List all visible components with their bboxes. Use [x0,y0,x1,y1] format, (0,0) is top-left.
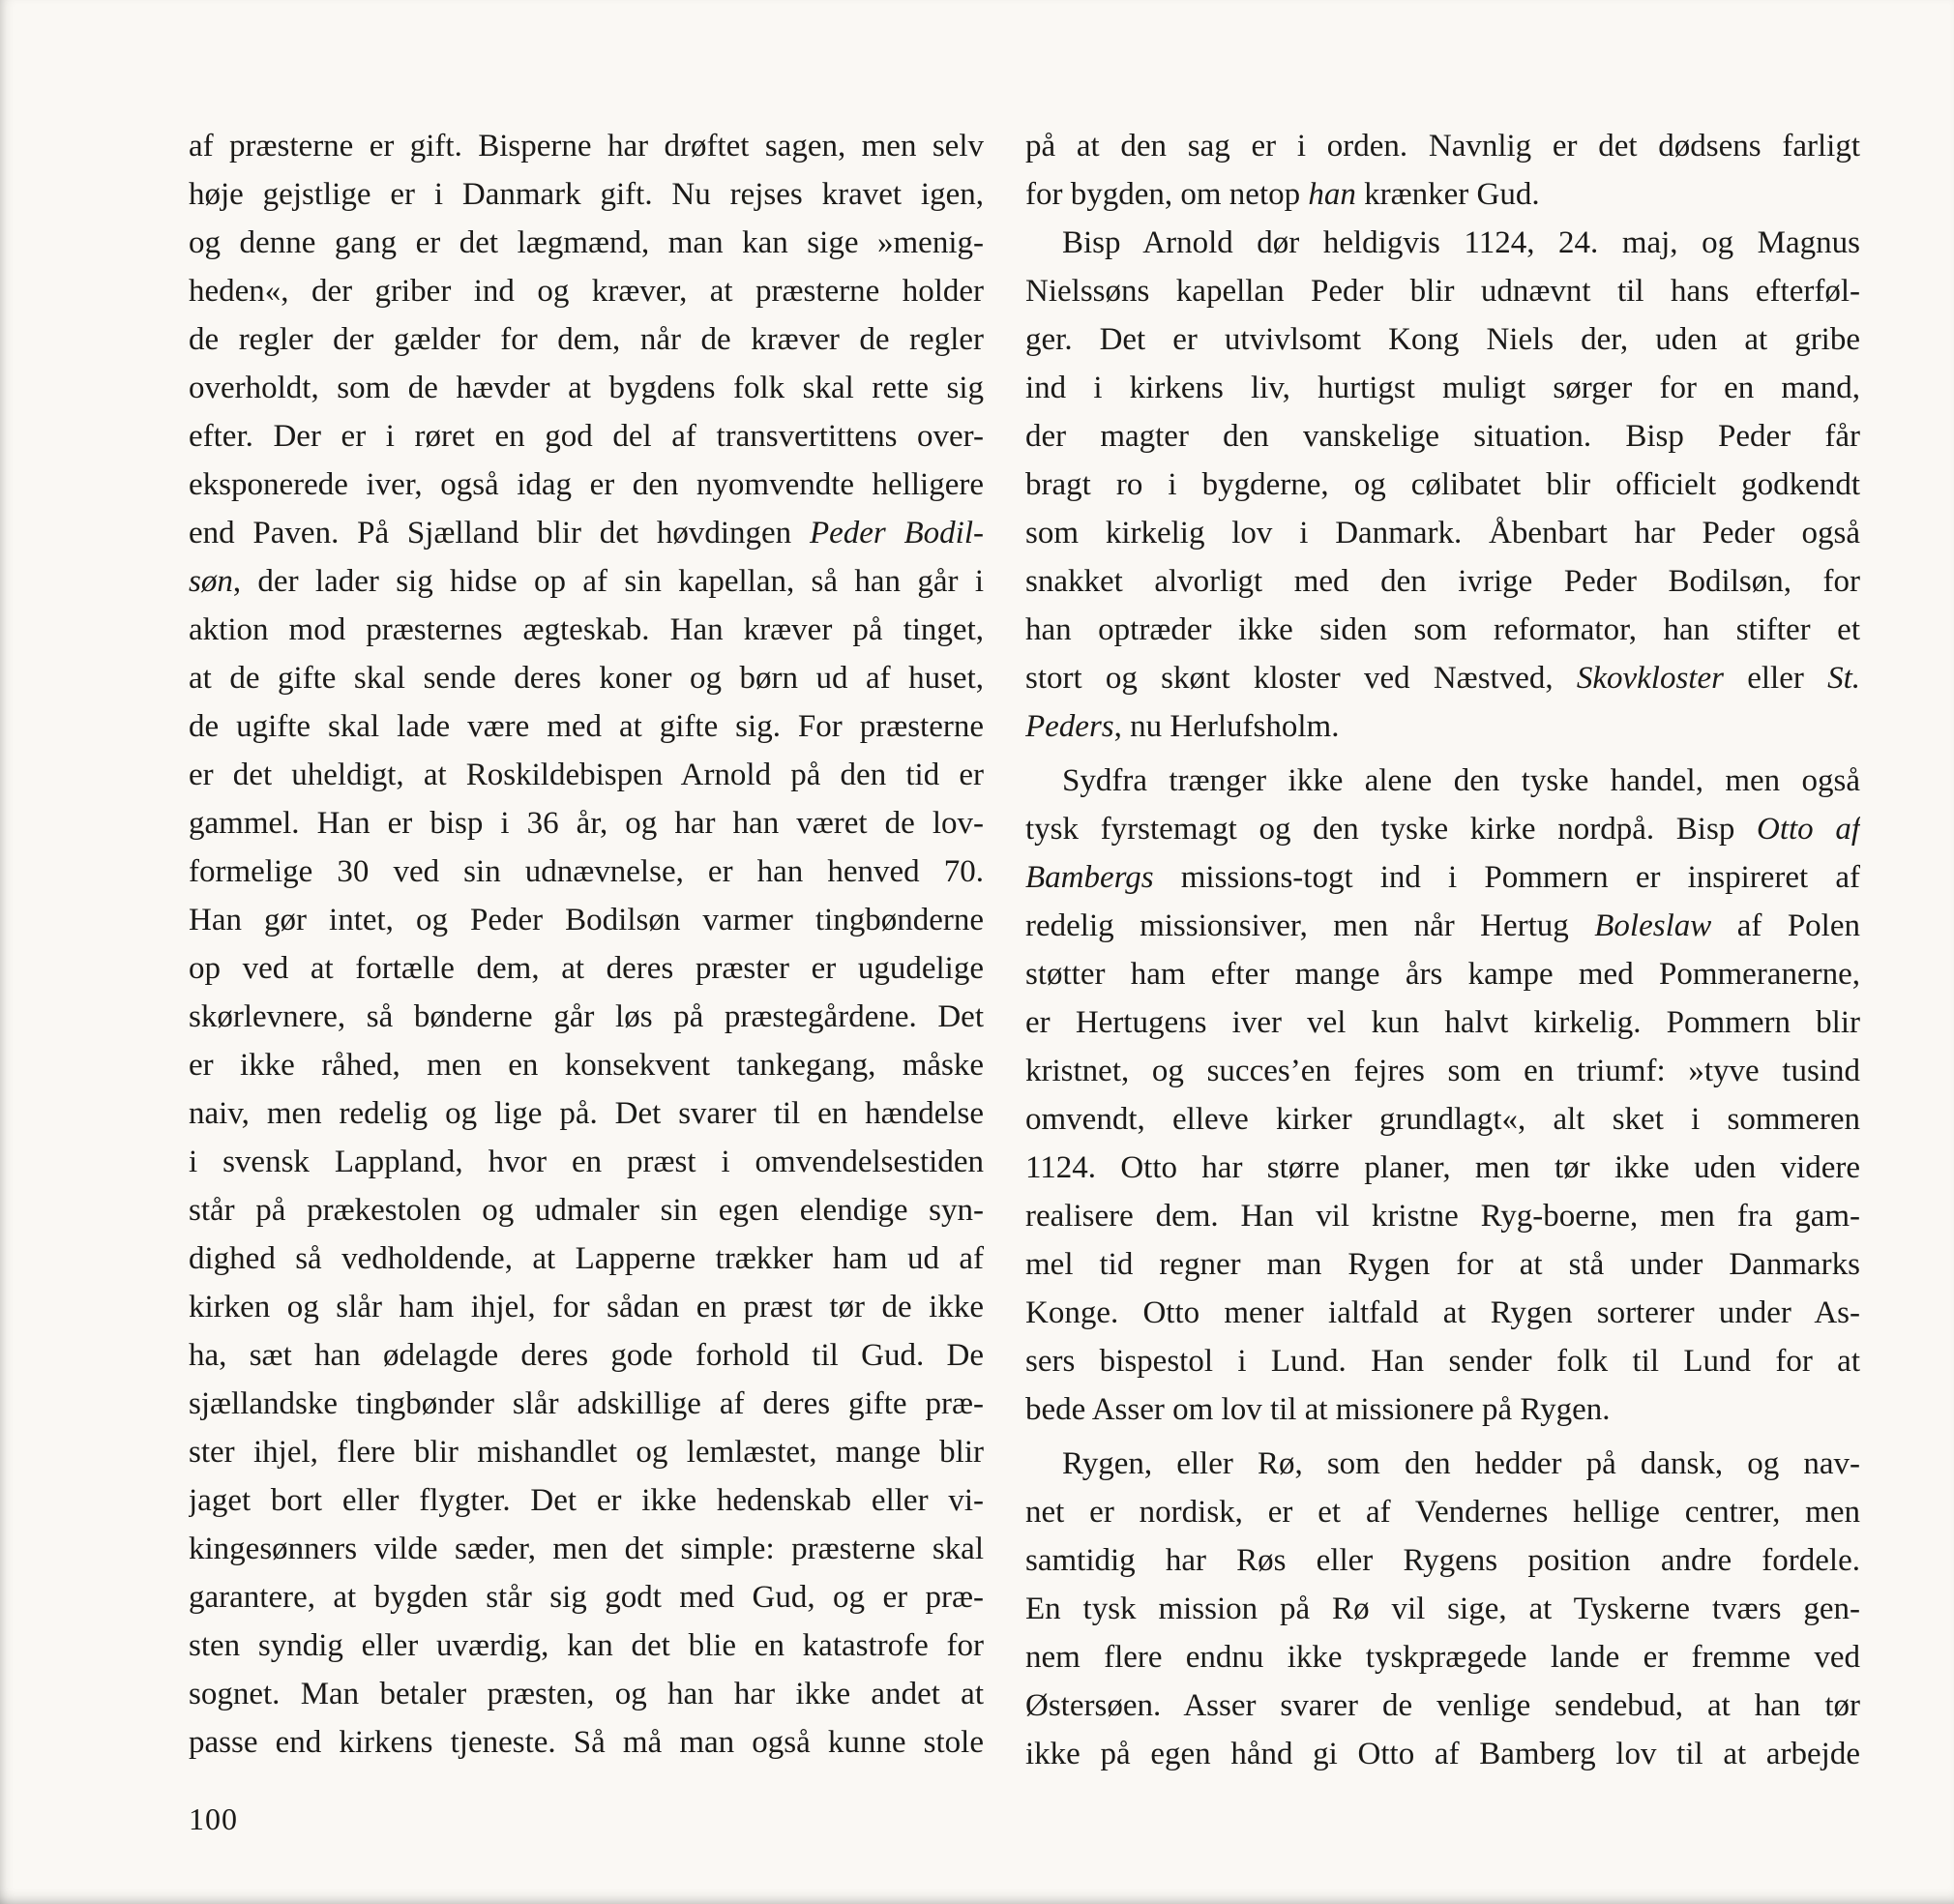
text-line: ind i kirkens liv, hurtigst muligt sørger for en mand, [1025,371,1860,405]
text-line: naiv, men redelig og lige på. Det svarer til en hændelse [189,1096,984,1131]
text-line: sjællandske tingbønder slår adskillige af deres gifte præ- [189,1386,984,1421]
text-line: Han gør intet, og Peder Bodilsøn varmer tingbønderne [189,903,984,937]
text-line: Østersøen. Asser svarer de venlige sendebud, at han tør [1025,1688,1860,1723]
text-line: kristnet, og succes’en fejres som en triumf: »tyve tusind [1025,1054,1860,1088]
text-line: net er nordisk, er et af Vendernes hellige centrer, men [1025,1495,1860,1530]
text-line: nem flere endnu ikke tyskprægede lande er fremme ved [1025,1640,1860,1675]
text-line: ha, sæt han ødelagde deres gode forhold til Gud. De [189,1338,984,1373]
text-line: at de gifte skal sende deres koner og børn ud af huset, [189,661,984,696]
text-line: kingesønners vilde sæder, men det simple: præsterne skal [189,1532,984,1566]
text-line: støtter ham efter mange års kampe med Pommeranerne, [1025,957,1860,992]
text-line: eksponerede iver, også idag er den nyomvendte helligere [189,467,984,502]
text-line: sten syndig eller uværdig, kan det blie en katastrofe for [189,1628,984,1663]
text-line: sognet. Man betaler præsten, og han har ikke andet at [189,1677,984,1711]
text-line: mel tid regner man Rygen for at stå under Danmarks [1025,1247,1860,1282]
text-line: ster ihjel, flere blir mishandlet og lemlæstet, mange blir [189,1435,984,1470]
text-line: Rygen, eller Rø, som den hedder på dansk, og nav- [1062,1446,1860,1481]
text-line: ger. Det er utvivlsomt Kong Niels der, uden at gribe [1025,322,1860,357]
text-line: garantere, at bygden står sig godt med Gud, og er præ- [189,1580,984,1615]
text-line: end Paven. På Sjælland blir det høvdingen Peder Bodil- [189,516,984,550]
text-line: realisere dem. Han vil kristne Ryg-boerne, men fra gam- [1025,1199,1860,1234]
text-line: er det uheldigt, at Roskildebispen Arnold på den tid er [189,758,984,792]
text-line: og denne gang er det lægmænd, man kan sige »menig- [189,225,984,260]
text-line: Bambergs missions-togt ind i Pommern er inspireret af [1025,860,1860,895]
text-line: omvendt, elleve kirker grundlagt«, alt sket i sommeren [1025,1102,1860,1137]
text-line: ikke på egen hånd gi Otto af Bamberg lov til at arbejde [1025,1737,1860,1771]
text-line: i svensk Lappland, hvor en præst i omvendelsestiden [189,1145,984,1179]
text-line: jaget bort eller flygter. Det er ikke hedenskab eller vi- [189,1483,984,1518]
text-line: overholdt, som de hævder at bygdens folk skal rette sig [189,371,984,405]
text-line: stort og skønt kloster ved Næstved, Skovkloster eller St. [1025,661,1860,696]
text-line: formelige 30 ved sin udnævnelse, er han henved 70. [189,854,984,889]
text-line: han optræder ikke siden som reformator, han stifter et [1025,612,1860,647]
text-line: de ugifte skal lade være med at gifte sig. For præsterne [189,709,984,744]
text-line: af præsterne er gift. Bisperne har drøftet sagen, men selv [189,129,984,164]
paragraph [1025,757,1860,1434]
text-line: på at den sag er i orden. Navnlig er det dødsens farligt [1025,129,1860,164]
text-line: op ved at fortælle dem, at deres præster er ugudelige [189,951,984,986]
text-line: høje gejstlige er i Danmark gift. Nu rejses kravet igen, [189,177,984,212]
text-line: efter. Der er i røret en god del af transvertittens over- [189,419,984,454]
left-column [189,122,984,1767]
text-line: søn, der lader sig hidse op af sin kapellan, så han går i [189,564,984,599]
text-line: der magter den vanskelige situation. Bisp Peder får [1025,419,1860,454]
paragraph [1025,219,1860,751]
text-line: de regler der gælder for dem, når de kræver de regler [189,322,984,357]
text-line: Peders, nu Herlufsholm. [1025,709,1340,744]
text-line: tysk fyrstemagt og den tyske kirke nordpå. Bisp Otto af [1025,812,1860,847]
text-line: sers bispestol i Lund. Han sender folk til Lund for at [1025,1344,1860,1379]
page-number: 100 [189,1801,238,1836]
text-line: 1124. Otto har større planer, men tør ikke uden videre [1025,1150,1860,1185]
paragraph [1025,1440,1860,1778]
text-line: bragt ro i bygderne, og cølibatet blir officielt godkendt [1025,467,1860,502]
text-line: Sydfra trænger ikke alene den tyske handel, men også [1062,763,1860,798]
text-line: som kirkelig lov i Danmark. Åbenbart har Peder også [1025,516,1860,550]
text-line: samtidig har Røs eller Rygens position andre fordele. [1025,1543,1860,1578]
text-line: heden«, der griber ind og kræver, at præsterne holder [189,274,984,309]
text-line: aktion mod præsternes ægteskab. Han kræver på tinget, [189,612,984,647]
text-line: dighed så vedholdende, at Lapperne trækker ham ud af [189,1241,984,1276]
right-column [1025,122,1860,1778]
text-line: Konge. Otto mener ialtfald at Rygen sorterer under As- [1025,1295,1860,1330]
text-line: Bisp Arnold dør heldigvis 1124, 24. maj, og Magnus [1062,225,1860,260]
text-line: står på prækestolen og udmaler sin egen elendige syn- [189,1193,984,1228]
text-line: Nielssøns kapellan Peder blir udnævnt til hans efterføl- [1025,274,1860,309]
text-line: er ikke råhed, men en konsekvent tankegang, måske [189,1048,984,1083]
text-line: snakket alvorligt med den ivrige Peder Bodilsøn, for [1025,564,1860,599]
text-line: redelig missionsiver, men når Hertug Boleslaw af Polen [1025,908,1860,943]
text-line: for bygden, om netop han krænker Gud. [1025,177,1540,212]
text-line: passe end kirkens tjeneste. Så må man også kunne stole [189,1725,984,1760]
text-line: gammel. Han er bisp i 36 år, og har han været de lov- [189,806,984,841]
text-line: skørlevnere, så bønderne går løs på præstegårdene. Det [189,999,984,1034]
text-line: bede Asser om lov til at missionere på Rygen. [1025,1392,1611,1427]
text-line: er Hertugens iver vel kun halvt kirkelig. Pommern blir [1025,1005,1860,1040]
paragraph [1025,122,1860,219]
text-line: En tysk mission på Rø vil sige, at Tyskerne tværs gen- [1025,1592,1860,1626]
text-line: kirken og slår ham ihjel, for sådan en præst tør de ikke [189,1290,984,1324]
